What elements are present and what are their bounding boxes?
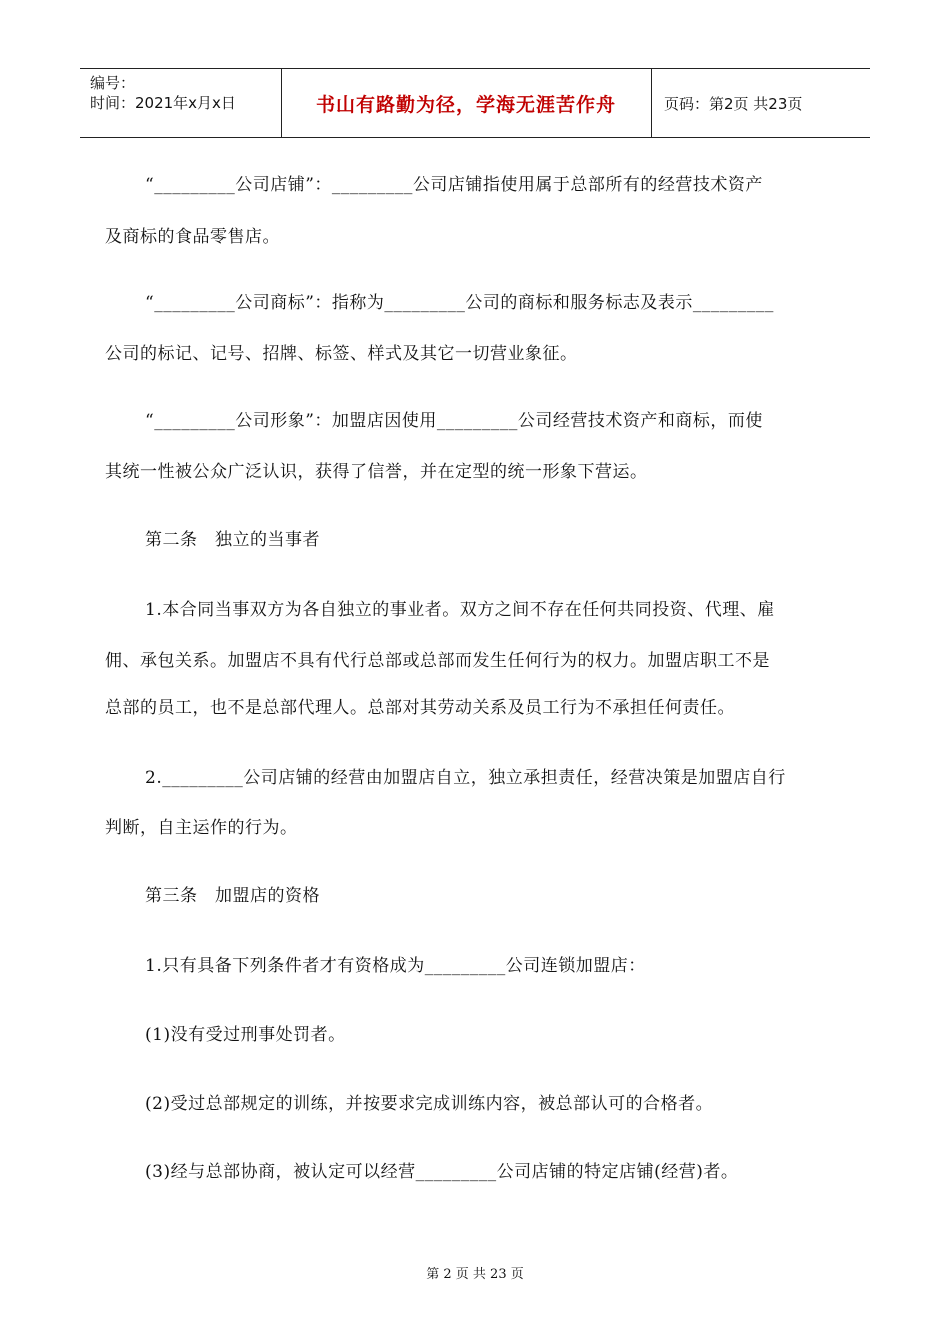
paragraph-line: 1.本合同当事双方为各自独立的事业者。双方之间不存在任何共同投资、代理、雇 <box>145 600 775 620</box>
list-item: (3)经与总部协商，被认定可以经营_________公司店铺的特定店铺(经营)者。 <box>145 1162 739 1182</box>
list-item: (1)没有受过刑事处罚者。 <box>145 1025 346 1045</box>
paragraph-line: 2._________公司店铺的经营由加盟店自立，独立承担责任，经营决策是加盟店自行 <box>145 768 786 788</box>
paragraph-line: “_________公司形象”：加盟店因使用_________公司经营技术资产和商标，而使 <box>145 411 763 431</box>
paragraph-line: 1.只有具备下列条件者才有资格成为_________公司连锁加盟店： <box>145 956 646 976</box>
paragraph-line: 佣、承包关系。加盟店不具有代行总部或总部而发生任何行为的权力。加盟店职工不是 <box>105 651 770 671</box>
motto: 书山有路勤为径，学海无涯苦作舟 <box>315 93 616 116</box>
paragraph-line: “_________公司商标”：指称为_________公司的商标和服务标志及表示_________ <box>145 293 774 313</box>
section-heading: 第二条 独立的当事者 <box>145 530 320 550</box>
paragraph-line: “_________公司店铺”：_________公司店铺指使用属于总部所有的经营技术资产 <box>145 175 763 195</box>
header-motto-cell <box>281 69 652 137</box>
number-label: 编号： <box>90 74 136 92</box>
list-item: (2)受过总部规定的训练，并按要求完成训练内容，被总部认可的合格者。 <box>145 1094 714 1114</box>
date-label: 时间：2021年x月x日 <box>90 94 236 112</box>
paragraph-line: 其统一性被公众广泛认识，获得了信誉，并在定型的统一形象下营运。 <box>105 462 648 482</box>
document-header <box>80 68 870 138</box>
header-left-cell <box>80 69 282 137</box>
paragraph-line: 公司的标记、记号、招牌、标签、样式及其它一切营业象征。 <box>105 344 578 364</box>
section-heading: 第三条 加盟店的资格 <box>145 886 320 906</box>
page-info: 页码：第2页 共23页 <box>664 94 803 113</box>
page-footer: 第 2 页 共 23 页 <box>426 1267 524 1282</box>
header-page-cell <box>652 69 870 137</box>
paragraph-line: 总部的员工，也不是总部代理人。总部对其劳动关系及员工行为不承担任何责任。 <box>105 698 735 718</box>
paragraph-line: 判断，自主运作的行为。 <box>105 818 298 838</box>
paragraph-line: 及商标的食品零售店。 <box>105 227 280 247</box>
